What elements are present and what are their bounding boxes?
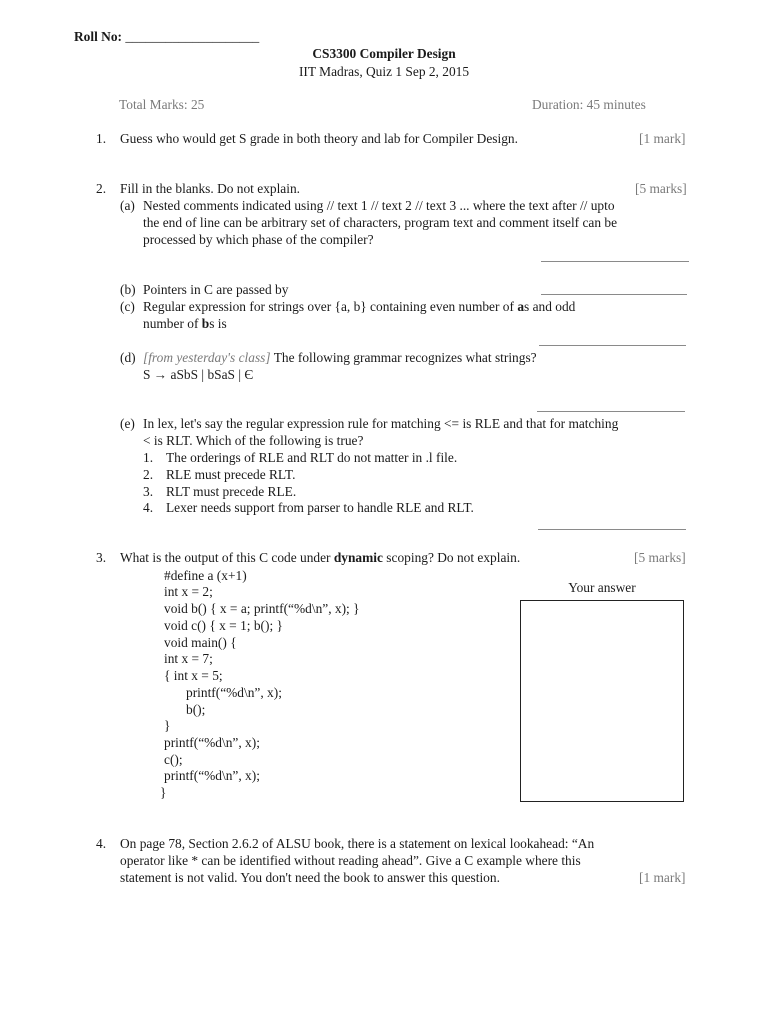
q2e-label: (e) [120,416,135,431]
q2-text: Fill in the blanks. Do not explain. [120,181,301,196]
q2d-grammar: S → aSbS | bSaS | Є [143,367,254,382]
code-line: void c() { x = 1; b(); } [164,618,283,633]
q2d-line [143,350,537,366]
course-title: CS3300 Compiler Design [312,46,456,61]
q2a-line: processed by which phase of the compiler? [143,232,374,247]
q2c-bold: a [517,299,525,314]
q2c-line2 [143,316,227,332]
q2d-text: The following grammar recognizes what strings? [270,350,537,365]
code-line: int x = 7; [164,651,213,666]
q2a-answer-blank[interactable] [541,261,689,262]
q2c-text: Regular expression for strings over {a, b} containing even number of [143,299,518,314]
q2c-line1 [143,299,575,315]
quiz-subtitle: IIT Madras, Quiz 1 Sep 2, 2015 [298,64,470,79]
q2d-answer-blank[interactable] [537,411,685,412]
q1-text: Guess who would get S grade in both theory and lab for Compiler Design. [120,131,518,146]
q2e-option-text: RLT must precede RLE. [166,484,297,499]
q2e-option-text: Lexer needs support from parser to handle RLE and RLT. [166,500,474,515]
code-line: printf(“%d\n”, x); [164,768,260,783]
q3-text [120,550,520,566]
q2-marks: [5 marks] [635,181,687,196]
q2e-answer-blank[interactable] [538,529,686,530]
roll-label: Roll No: [74,29,122,44]
code-line: #define a (x+1) [164,568,247,583]
duration: Duration: 45 minutes [532,97,646,112]
q2a-line: the end of line can be arbitrary set of characters, program text and comment itself can be [143,215,618,230]
q2a-line: Nested comments indicated using // text 1 // text 2 // text 3 ... where the text after // upto [143,198,615,213]
q1-marks: [1 mark] [639,131,686,146]
q4-line: statement is not valid. You don't need the book to answer this question. [120,870,500,885]
q4-line: On page 78, Section 2.6.2 of ALSU book, there is a statement on lexical lookahead: “An [120,836,595,851]
answer-box-label: Your answer [568,580,636,595]
roll-blank: ____________________ [125,29,260,44]
code-line: } [160,785,167,800]
q1-number: 1. [96,131,107,146]
q2-number: 2. [96,181,107,196]
q4-number: 4. [96,836,107,851]
q2c-text: s is [209,316,227,331]
q4-marks: [1 mark] [639,870,686,885]
q2e-option-text: The orderings of RLE and RLT do not matter in .l file. [166,450,458,465]
q2e-option-number: 4. [143,500,154,515]
roll-number-field [74,29,259,45]
code-line: } [164,718,171,733]
code-line: b(); [186,702,206,717]
q2d-label: (d) [120,350,136,365]
code-line: void b() { x = a; printf(“%d\n”, x); } [164,601,360,616]
answer-box[interactable] [520,600,684,802]
q2b-text: Pointers in C are passed by [143,282,289,297]
q2e-line: In lex, let's say the regular expression rule for matching <= is RLE and that for matching [143,416,619,431]
q2c-text: s and odd [524,299,576,314]
total-marks: Total Marks: 25 [119,97,205,112]
code-line: { int x = 5; [164,668,223,683]
q2e-option-number: 1. [143,450,154,465]
q4-line: operator like * can be identified without reading ahead”. Give a C example where this [120,853,581,868]
q2e-line: < is RLT. Which of the following is true? [143,433,364,448]
q3-bold: dynamic [333,550,383,565]
code-line: printf(“%d\n”, x); [164,735,260,750]
q2c-label: (c) [120,299,135,314]
q2c-bold: b [201,316,210,331]
q2b-label: (b) [120,282,136,297]
code-line: c(); [164,752,183,767]
q2c-text: number of [143,316,202,331]
q2c-answer-blank[interactable] [539,345,686,346]
q2b-answer-blank[interactable] [541,294,687,295]
q2e-option-number: 3. [143,484,154,499]
q3-text-part: What is the output of this C code under [120,550,334,565]
q3-number: 3. [96,550,107,565]
q2e-option-text: RLE must precede RLT. [166,467,296,482]
q2d-note: [from yesterday's class] [143,350,271,365]
code-line: printf(“%d\n”, x); [186,685,282,700]
q3-text-part: scoping? Do not explain. [382,550,521,565]
q2e-option-number: 2. [143,467,154,482]
code-line: int x = 2; [164,584,213,599]
q3-marks: [5 marks] [634,550,686,565]
q2a-label: (a) [120,198,135,213]
code-line: void main() { [164,635,237,650]
